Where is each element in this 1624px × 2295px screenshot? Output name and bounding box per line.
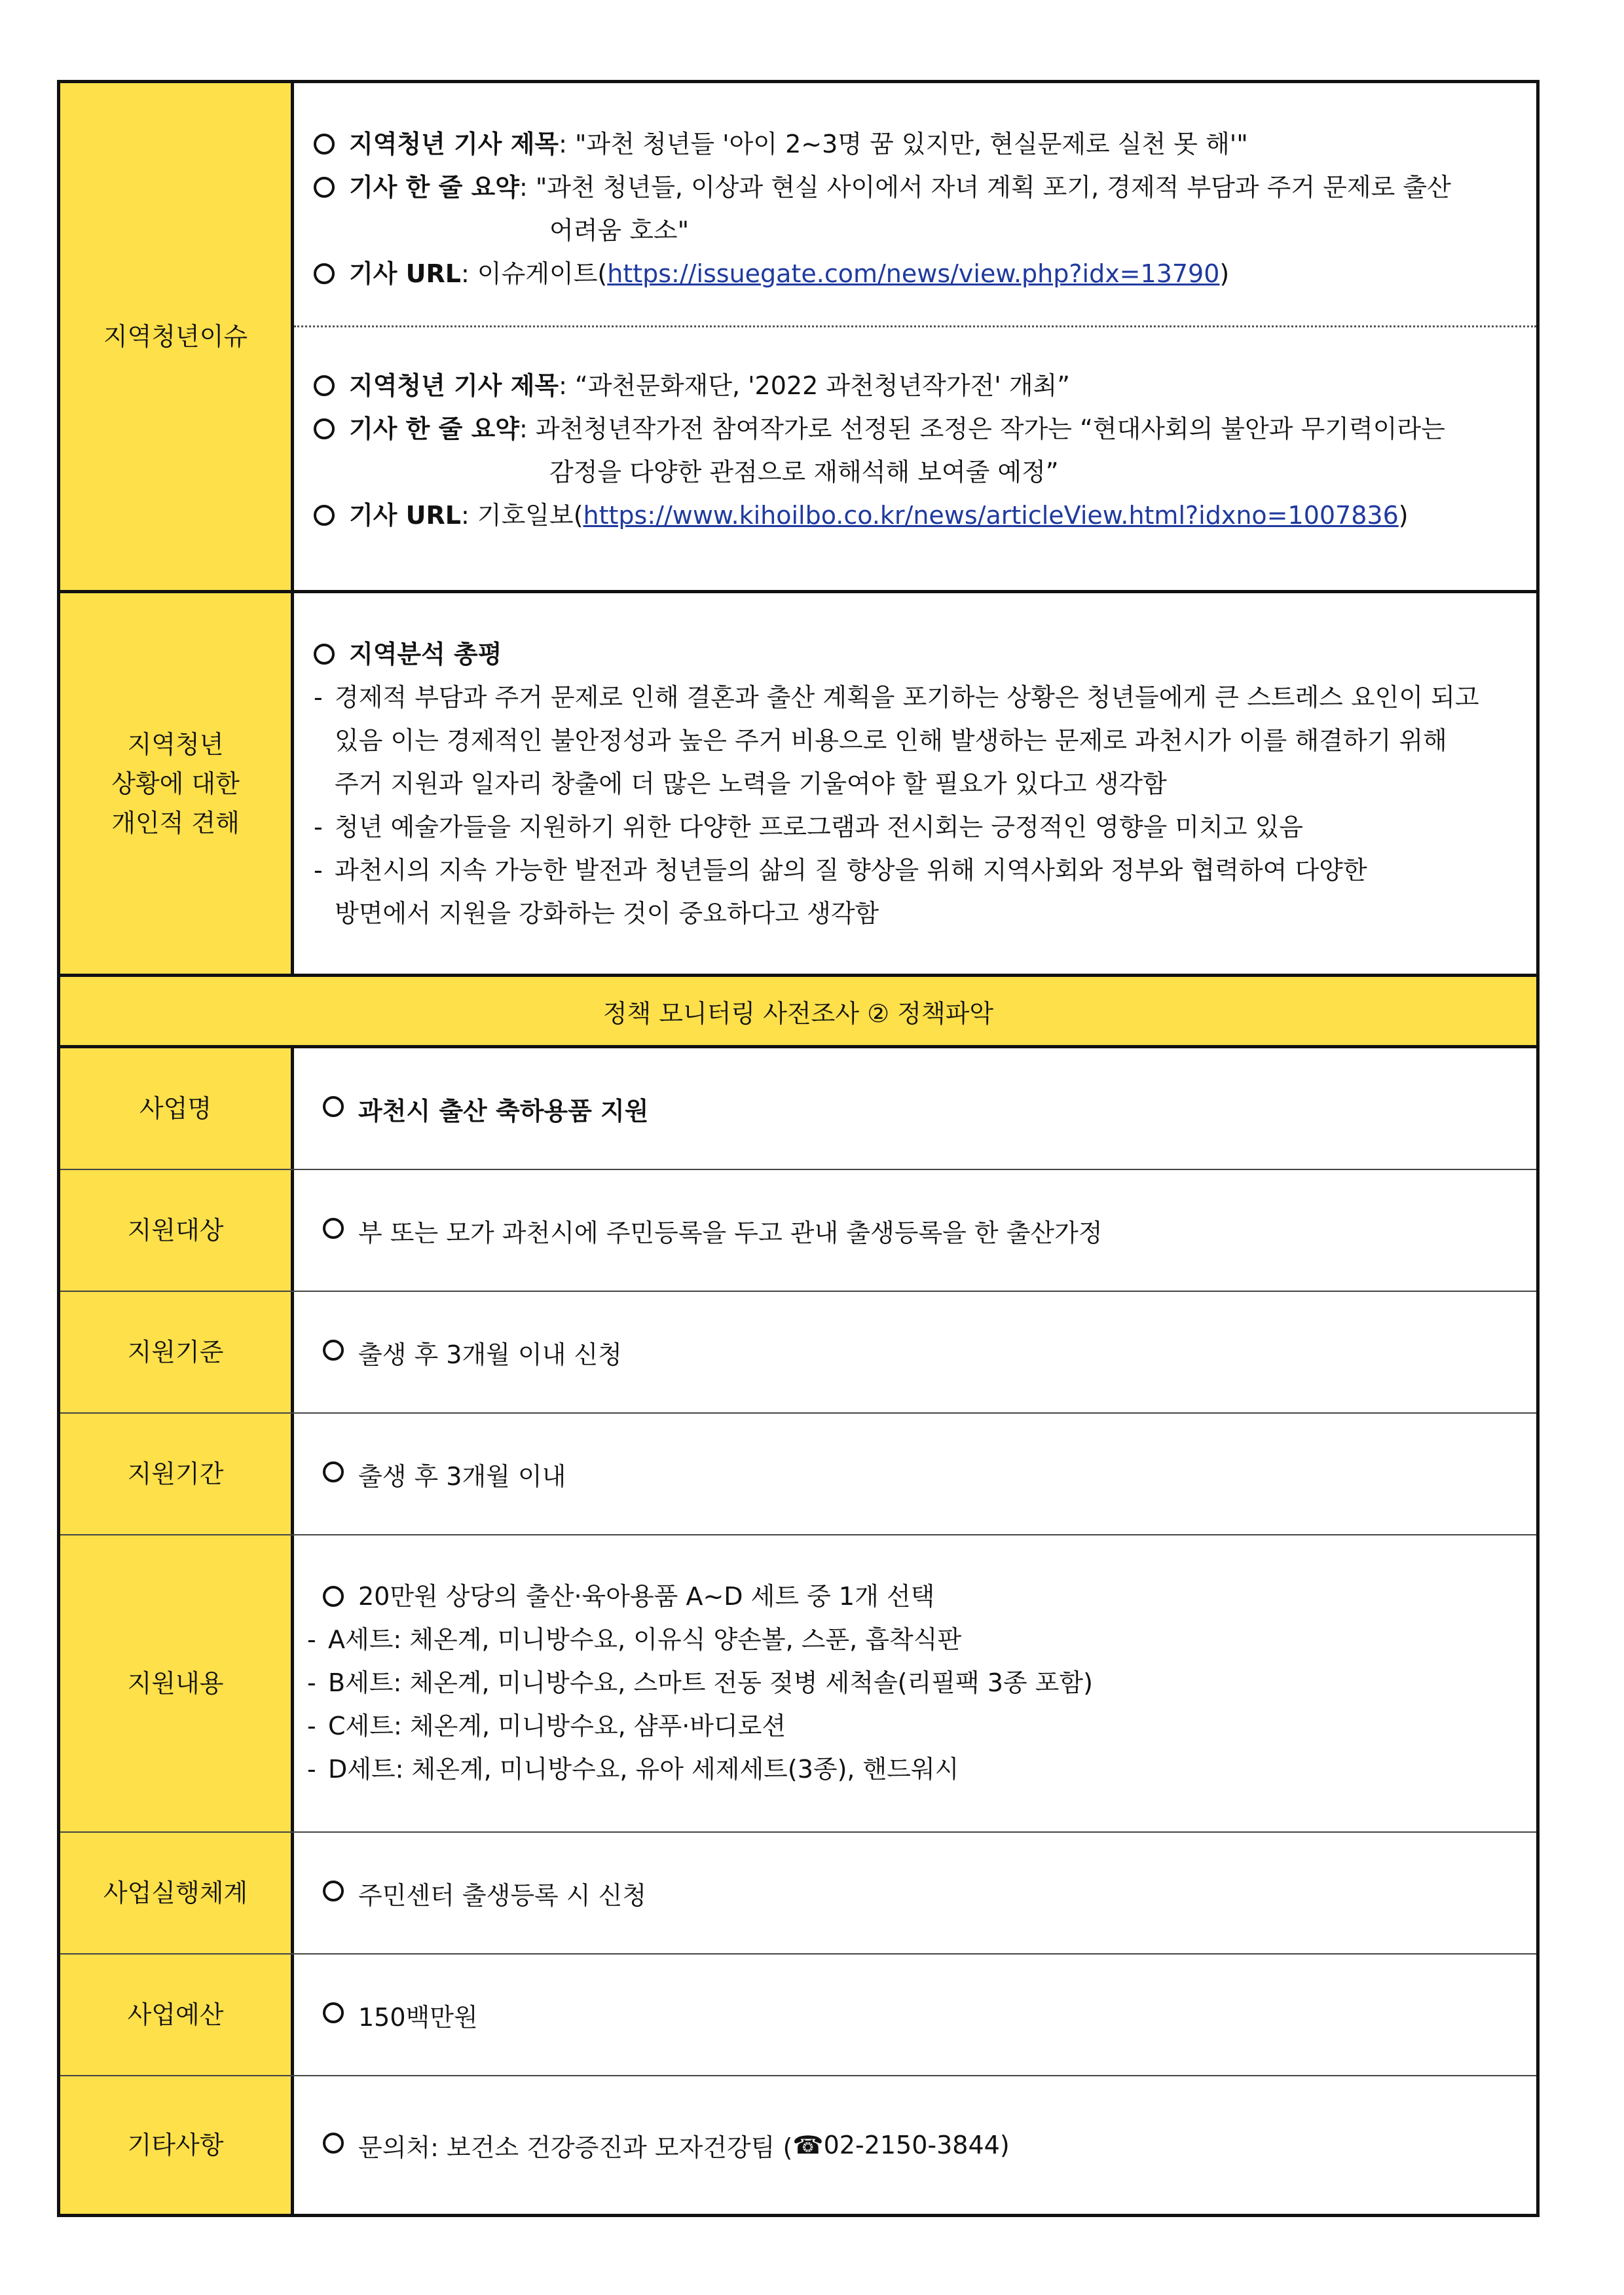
circle-bullet-icon <box>323 1218 344 1239</box>
article-summary-key: 기사 한 줄 요약 <box>349 414 519 443</box>
budget-label <box>60 1955 294 2075</box>
circle-bullet-icon <box>314 263 335 284</box>
opinion-bullet: 청년 예술가들을 지원하기 위한 다양한 프로그램과 전시회는 긍정적인 영향을 미치고 있음 <box>335 813 1303 841</box>
opinion-bullet-cont: 주거 지원과 일자리 창출에 더 많은 노력을 기울여야 할 필요가 있다고 생각함 <box>335 769 1167 798</box>
contact-close-paren: ) <box>999 2131 1010 2159</box>
regional-issue-row <box>60 83 1536 593</box>
article-title-key: 지역청년 기사 제목 <box>349 130 559 158</box>
support-criteria-value: 출생 후 3개월 이내 신청 <box>358 1340 622 1369</box>
execution-system-content <box>294 1833 1536 1953</box>
support-period-label <box>60 1414 294 1534</box>
circle-bullet-icon <box>323 2133 344 2154</box>
article-url-link[interactable]: https://www.kihoilbo.co.kr/news/articleView.html?idxno=1007836 <box>583 501 1399 530</box>
contact-phone: 02-2150-3844 <box>823 2131 1000 2159</box>
regional-issue-label <box>60 83 294 590</box>
policy-name-row <box>60 1048 1536 1170</box>
regional-issue-content <box>294 83 1536 590</box>
policy-name-value: 과천시 출산 축하용품 지원 <box>358 1096 649 1126</box>
budget-content <box>294 1955 1536 2075</box>
opinion-label-line: 지역청년 <box>127 729 224 759</box>
etc-label <box>60 2076 294 2214</box>
article-title: : "과천 청년들 '아이 2~3명 꿈 있지만, 현실문제로 실천 못 해'" <box>559 130 1248 158</box>
circle-bullet-icon <box>314 644 335 665</box>
circle-bullet-icon <box>323 1340 344 1361</box>
etc-content <box>294 2076 1536 2214</box>
opinion-label-line: 개인적 견해 <box>111 808 240 837</box>
phone-icon: ☎ <box>792 2131 824 2159</box>
label-text: 기타사항 <box>127 2131 224 2159</box>
budget-value: 150백만원 <box>358 2002 478 2032</box>
circle-bullet-icon <box>314 418 335 439</box>
execution-system-value: 주민센터 출생등록 시 신청 <box>358 1881 647 1910</box>
circle-bullet-icon <box>314 375 335 396</box>
set-item: B세트: 체온계, 미니방수요, 스마트 전동 젖병 세척솔(리필팩 3종 포함) <box>328 1668 1093 1697</box>
article-url-link[interactable]: https://issuegate.com/news/view.php?idx=13790 <box>607 259 1220 288</box>
support-target-label <box>60 1170 294 1291</box>
etc-row <box>60 2076 1536 2214</box>
circle-bullet-icon <box>323 1461 344 1482</box>
support-period-row <box>60 1414 1536 1535</box>
set-item: C세트: 체온계, 미니방수요, 샴푸·바디로션 <box>328 1712 786 1740</box>
budget-row <box>60 1955 1536 2076</box>
section-header <box>60 977 1536 1048</box>
opinion-bullet: 과천시의 지속 가능한 발전과 청년들의 삶의 질 향상을 위해 지역사회와 정부와 협력하여 다양한 <box>335 856 1367 885</box>
set-item: D세트: 체온계, 미니방수요, 유아 세제세트(3종), 핸드워시 <box>328 1755 959 1784</box>
article-summary-cont: 감정을 다양한 관점으로 재해석해 보여줄 예정” <box>549 458 1059 487</box>
article-summary-cont: 어려움 호소" <box>549 216 690 245</box>
opinion-label <box>60 593 294 974</box>
circle-bullet-icon <box>323 1096 344 1117</box>
regional-issue-label-text: 지역청년이슈 <box>103 322 248 351</box>
article-source: : 기호일보( <box>460 501 583 530</box>
execution-system-label <box>60 1833 294 1953</box>
support-content-row <box>60 1535 1536 1833</box>
article-url-key: 기사 URL <box>349 501 461 530</box>
support-target-row <box>60 1170 1536 1292</box>
policy-document-table <box>57 80 1540 2217</box>
article-summary: : "과천 청년들, 이상과 현실 사이에서 자녀 계획 포기, 경제적 부담과 주거 문제로 출산 <box>519 173 1451 202</box>
article-1 <box>314 83 1517 325</box>
opinion-heading: 지역분석 총평 <box>349 640 502 669</box>
article-title-key: 지역청년 기사 제목 <box>349 371 559 400</box>
article-summary: : 과천청년작가전 참여작가로 선정된 조정은 작가는 “현대사회의 불안과 무기력이라는 <box>519 414 1445 443</box>
article-source: : 이슈게이트( <box>460 259 608 288</box>
label-text: 사업실행체계 <box>103 1879 248 1907</box>
label-text: 지원기준 <box>127 1338 224 1367</box>
support-criteria-label <box>60 1292 294 1412</box>
support-period-content <box>294 1414 1536 1534</box>
support-criteria-row <box>60 1292 1536 1414</box>
opinion-bullet-cont: 방면에서 지원을 강화하는 것이 중요하다고 생각함 <box>335 899 879 928</box>
url-close-paren: ) <box>1398 501 1409 530</box>
contact-text: 문의처: 보건소 건강증진과 모자건강팀 ( <box>358 2133 793 2162</box>
support-target-value: 부 또는 모가 과천시에 주민등록을 두고 관내 출생등록을 한 출산가정 <box>358 1218 1103 1247</box>
section-header-text: 정책 모니터링 사전조사 ② 정책파악 <box>602 999 994 1028</box>
support-criteria-content <box>294 1292 1536 1412</box>
label-text: 지원대상 <box>127 1216 224 1245</box>
circle-bullet-icon <box>314 134 335 155</box>
opinion-content: 지역분석 총평 - 경제적 부담과 주거 문제로 인해 결혼과 출산 계획을 포기하는 상황은 청년들에게 큰 스트레스 요인이 되고 있음 이는 경제적인 불안정성과 높은 주거 비용으로 인해 발생하는 문제로 과천시가 이를 해결하기 위해 주거 지원과 일자리 창출에 더 많은 노력을 기울여야 할 필요가 있다고 생각함 - 청년 예술가들을 지원하기 위한 다양한 프로그램과 전시회는 긍정적인 영향을 미치고 있음 - 과천시의 지속 가능한 발전과 청년들의 삶의 질 향상을 위해 지역사회와 정부와 협력하여 다양한 방면에서 지원을 강화하는 것이 중요하다고 생각함 <box>314 640 1479 928</box>
policy-name-content <box>294 1048 1536 1169</box>
circle-bullet-icon <box>314 505 335 526</box>
circle-bullet-icon <box>323 2002 344 2023</box>
set-item: A세트: 체온계, 미니방수요, 이유식 양손볼, 스푼, 흡착식판 <box>328 1625 962 1654</box>
article-title: : “과천문화재단, '2022 과천청년작가전' 개최” <box>559 371 1070 400</box>
support-content-content: 20만원 상당의 출산·육아용품 A~D 세트 중 1개 선택 - A세트: 체온계, 미니방수요, 이유식 양손볼, 스푼, 흡착식판 - B세트: 체온계, 미니방수요, 스마트 전동 젖병 세척솔(리필팩 3종 포함) - C세트: 체온계, 미니방수요, 샴푸·바디로션 - D세트: 체온계, 미니방수요, 유아 세제세트(3종), 핸드워시 <box>307 1582 1093 1784</box>
policy-name-label <box>60 1048 294 1169</box>
circle-bullet-icon <box>314 177 335 198</box>
article-url-key: 기사 URL <box>349 259 461 288</box>
support-content-intro: 20만원 상당의 출산·육아용품 A~D 세트 중 1개 선택 <box>358 1582 935 1611</box>
circle-bullet-icon <box>323 1586 344 1607</box>
label-text: 사업예산 <box>127 2000 224 2029</box>
label-text: 지원기간 <box>127 1460 224 1488</box>
article-2 <box>314 327 1517 563</box>
opinion-label-line: 상황에 대한 <box>111 769 240 798</box>
support-target-content <box>294 1170 1536 1291</box>
label-text: 사업명 <box>139 1094 212 1123</box>
support-content-label <box>60 1535 294 1831</box>
opinion-bullet-cont: 있음 이는 경제적인 불안정성과 높은 주거 비용으로 인해 발생하는 문제로 과천시가 이를 해결하기 위해 <box>335 726 1447 755</box>
support-period-value: 출생 후 3개월 이내 <box>358 1461 566 1491</box>
circle-bullet-icon <box>323 1881 344 1901</box>
label-text: 지원내용 <box>127 1669 224 1698</box>
article-summary-key: 기사 한 줄 요약 <box>349 173 519 202</box>
opinion-row <box>60 593 1536 977</box>
execution-system-row <box>60 1833 1536 1955</box>
opinion-bullet: 경제적 부담과 주거 문제로 인해 결혼과 출산 계획을 포기하는 상황은 청년들에게 큰 스트레스 요인이 되고 <box>335 683 1479 712</box>
url-close-paren: ) <box>1219 259 1230 288</box>
